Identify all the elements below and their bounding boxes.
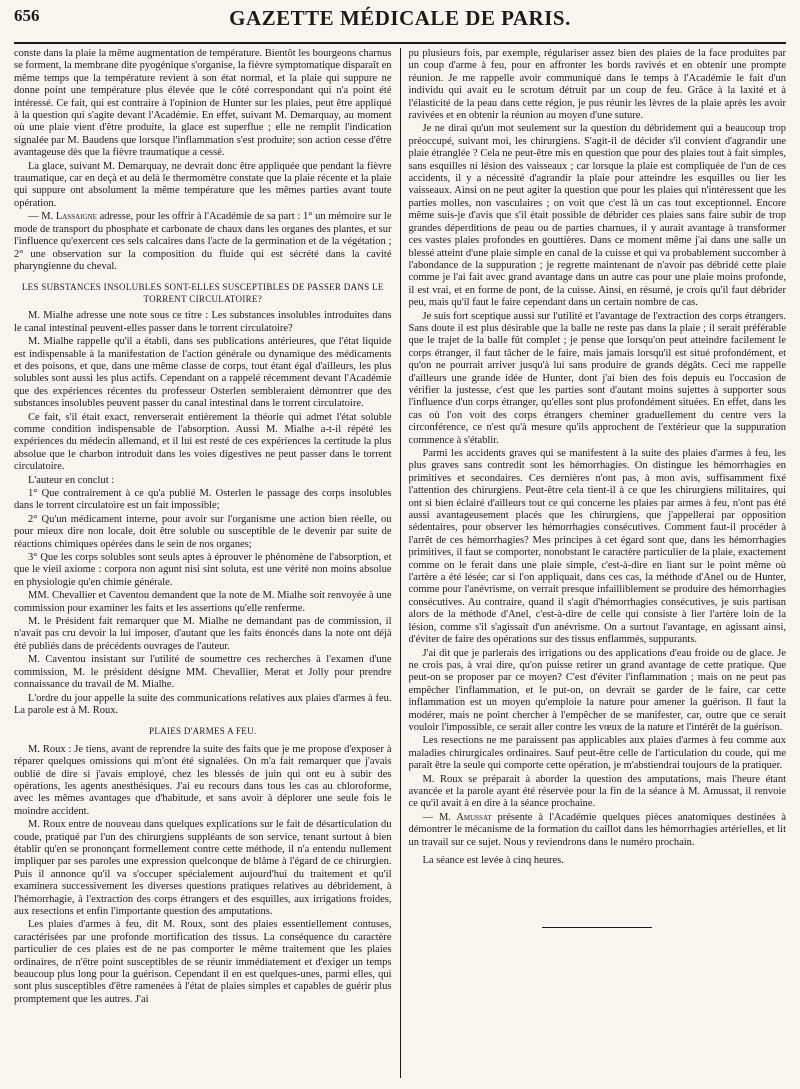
section-heading: LES SUBSTANCES INSOLUBLES SONT-ELLES SUSCEPTIBLES DE PASSER DANS LE TORRENT CIRCULATOIRE?	[21, 282, 384, 305]
paragraph: MM. Chevallier et Caventou demandent que la note de M. Mialhe soit renvoyée à une commission pour examiner les faits et les assertions qu'elle renferme.	[14, 590, 392, 614]
paragraph: M. Caventou insistant sur l'utilité de soumettre ces recherches à l'examen d'une commission, M. le président désigne MM. Chevallier, Merat et Jolly pour prendre connaissance du travail de M. Mialhe.	[14, 654, 392, 691]
paragraph: M. Roux : Je tiens, avant de reprendre la suite des faits que je me propose d'exposer à réparer quelques omissions qui m'ont été signalées. On m'a fait remarquer que j'avais oublié de dire si j'avais employé, chez les blessés de juin qui ont eu à subir des opérations, les agents anesthésiques. J'ai eu recours dans tous les cas au chloroforme, avec les mêmes avantages que d'habitude, et sans avoir à déplorer une seule fois le moindre accident.	[14, 743, 392, 817]
paragraph: 1° Que contrairement à ce qu'a publié M. Osterlen le passage des corps insolubles dans le torrent circulatoire est un fait impossible;	[14, 488, 392, 512]
paragraph: J'ai dit que je parlerais des irrigations ou des applications d'eau froide ou de glace. Je ne crois pas, à vrai dire, qu'on puisse retirer un grand avantage de cette pratique. Que peut-on se proposer par ce moyen? C'est d'éviter l'inflammation ; mais on ne peut pas empêcher l'inflammation, et le put-on, on devrait se garder de le faire, car cette inflammation est un moyen qu'emploie la nature pour amener la guérison. Il faut la modérer, mais ne point chercher à l'empêcher de se manifester, car, outre que ce serait vouloir l'impossible, ce serait aller contre les vœux de la nature et l'intérêt de la guérison.	[408, 647, 786, 733]
paragraph-text: adresse, pour les offrir à l'Académie de sa part : 1° un mémoire sur le mode de transport du phosphate et carbonate de chaux dans les organes des plantes, et sur l'influence qu'exercent ces sels calcaires dans l'acte de la germination et de la végétation ; 2° une observation sur la composition du fluide qui est sécrété dans la cavité pharyngienne du cheval.	[14, 211, 392, 272]
section-heading: PLAIES D'ARMES A FEU.	[149, 726, 257, 737]
paragraph: Parmi les accidents graves qui se manifestent à la suite des plaies d'armes à feu, les plus graves sans contredit sont les hémorrhagies. On distingue les hémorrhagies en primitives et secondaires. Ces dernières n'ont pas, à mon avis, suffisamment fixé l'attention des chirurgiens. Peut-être cela tient-il à ce que les chirurgiens militaires, qui ont si bien éclairé d'ailleurs tout ce qui concerne les plaies par armes à feu, n'ont pas été aussi avantageusement placés que les chirurgiens, que j'appellerai par opposition sédentaires, pour observer les hémorrhagies consécutives. Comment faut-il procéder à l'arrêt de ces hémorrhagies? Mes principes à cet égard sont que, dans les hémorrhagies primitives, il faut se comporter, nonobstant le caractère particulier de la plaie, exactement comme on le ferait dans une plaie simple, c'est-à-dire en liant sur le point même où l'artère a été lésée; car si l'on appliquait, dans ces cas, la méthode d'Anel ou de Hunter, comme pour l'anévrisme, on verrait presque infailliblement se produire des hémorrhagies consécutives. Au contraire, quand il s'agit d'hémorrhagies consécutives, je suis partisan alors de la méthode d'Anel, c'est-à-dire de celle qui consiste à lier l'artère loin de la lésion, comme s'il s'agissait d'un anévrisme. On a surtout l'avantage, en agissant ainsi, d'éviter de faire des opérations sur des tissus enflammés, suppurants.	[408, 448, 786, 646]
paragraph: Les resections ne me paraissent pas applicables aux plaies d'armes à feu comme aux maladies chirurgicales ordinaires. Sauf peut-être celle de l'articulation du coude, qui me paraît être la seule qui comporte cette opération, je m'abstiendrai toujours de la pratiquer.	[408, 735, 786, 772]
paragraph: conste dans la plaie la même augmentation de température. Bientôt les bourgeons charnus se forment, la membrane dite pyogénique s'organise, la fièvre symptomatique disparaît en même temps que la température revient à son état normal, et la plaie qui suppure ne donne point une température plus élevée que le côté correspondant qui n'a point été intéressé. Ce fait, qui est contraire à l'opinion de Hunter sur les plaies, peut être appliqué à la question qui s'agite devant l'Académie. En effet, suivant M. Demarquay, au moment où une plaie vient d'être produite, la glace est superflue ; elle ne remplit l'indication signalée par M. Baudens que lorsque l'inflammation s'est produite; son action cesse d'être avantageuse dès que la fièvre traumatique a cessé.	[14, 48, 392, 159]
end-rule	[542, 927, 652, 928]
paragraph-text: présente à l'Académie quelques pièces anatomiques destinées à démontrer le mécanisme de la formation du caillot dans les hémorrhagies artérielles, et lit un travail sur ce sujet. Nous y reviendrons dans le numéro prochain.	[408, 811, 786, 848]
left-column	[14, 48, 392, 1078]
paragraph: L'auteur en conclut :	[28, 474, 115, 486]
paragraph: Je suis fort sceptique aussi sur l'utilité et l'avantage de l'extraction des corps étrangers. Sans doute il est plus désirable que la balle ne reste pas dans la plaie ; il serait préférable que le trajet de la balle fût complet ; je pense que lorsqu'on peut atteindre facilement le corps étranger, il faut tâcher de le faire, mais jamais lorsqu'il est situé profondément, et qu'on ne pourrait arriver jusqu'à lui sans produire de grands dégâts. Ceci me rappelle d'ailleurs une grande idée de Hunter, dont j'ai bien des fois depuis eu l'occasion de vérifier la justesse, c'est que les parties sont d'autant moins sujettes à supporter sous l'influence d'un corps étranger, qu'elles sont plus profondément situées. En effet, dans les cas où l'on voit des corps étrangers cheminer graduellement du centre vers la circonférence, ce n'est qu'à mesure qu'ils approchent de l'extérieur que la suppuration commence à s'établir.	[408, 310, 786, 446]
header-rule	[14, 42, 786, 44]
paragraph: 2° Qu'un médicament interne, pour avoir sur l'organisme une action bien réelle, ou pour mieux dire non locale, doit être soluble ou susceptible de le devenir par suite de réactions chimiques opérées dans le sein de nos organes;	[14, 513, 392, 550]
right-column	[409, 48, 787, 1078]
paragraph	[14, 211, 392, 273]
paragraph: M. Mialhe rappelle qu'il a établi, dans ses publications antérieures, que l'état liquide est indispensable à la manifestation de l'action générale ou dynamique des médicaments et des poisons, et que, dans une même classe de corps, tout étant égal d'ailleurs, les plus solubles sont aussi les plus actifs. Cependant on a rappelé récemment devant l'Académie que des expériences récentes du professeur Osterlen sembleraient démontrer que des substances insolubles peuvent passer du canal intestinal dans le torrent circulatoire.	[14, 336, 392, 410]
journal-title: GAZETTE MÉDICALE DE PARIS.	[229, 6, 571, 30]
speaker-name: — M. Lassaigne	[28, 211, 97, 223]
columns	[14, 48, 786, 1078]
paragraph	[409, 812, 787, 849]
closing-line: La séance est levée à cinq heures.	[422, 855, 564, 866]
paragraph: Ce fait, s'il était exact, renverserait entièrement la théorie qui admet l'état soluble comme condition indispensable de l'absorption. Aussi M. Mialhe a-t-il répété les expériences du médecin allemand, et il lui est resté de ces expériences la certitude la plus absolue que le charbon introduit dans les voies digestives ne peut passer dans le torrent circulatoire.	[14, 411, 392, 473]
paragraph: L'ordre du jour appelle la suite des communications relatives aux plaies d'armes à feu. La parole est à M. Roux.	[14, 692, 392, 716]
paragraph: M. le Président fait remarquer que M. Mialhe ne demandant pas de commission, il n'avait pas cru devoir la lui imposer, d'autant que les faits énoncés dans la note ont déjà été publiés dans de précédents ouvrages de l'auteur.	[14, 616, 392, 652]
page-number: 656	[14, 6, 40, 25]
paragraph: pu plusieurs fois, par exemple, régulariser assez bien des plaies de la face produites par un coup d'arme à feu, pour en affronter les bords ravivés et en obtenir une prompte réunion. Je me rappelle avoir communiqué dans le temps à l'Académie le fait d'un individu qui avait eu le scrotum détruit par un coup de feu. Grâce à la laxité et à l'élasticité de la peau dans cette région, je pus réunir les lèvres de la plaie après les avoir ravivées et en obtenir la réunion au moyen d'une suture.	[408, 48, 786, 122]
paragraph: M. Mialhe adresse une note sous ce titre : Les substances insolubles introduites dans le canal intestinal peuvent-elles passer dans le torrent circulatoire?	[14, 310, 392, 334]
column-divider	[400, 48, 401, 1078]
paragraph: Je ne dirai qu'un mot seulement sur la question du débridement qui a beaucoup trop préoccupé, suivant moi, les chirurgiens. S'agit-il de décider s'il convient d'agrandir une plaie étranglée ? Cela ne peut-être mis en question que pour des plaies tout à fait simples, sans esquilles ni lésion des vaisseaux ; car lorsque la plaie est compliquée de l'un de ces accidents, il y a nécessité d'agrandir la plaie pour atteindre les esquilles ou lier les vaisseaux. Ainsi on ne peut agiter la question que pour les plaies qui n'intéressent que les parties molles, non vasculaires ; on voit que c'est là un cas tout exceptionnel. Encore même suis-je d'avis que s'il était possible de débrider ces plaies sans faire subir de trop grandes déperditions de peau ou de parties charnues, il y aurait avantage à transformer ces vastes plaies profondes en gouttières. Dans ce moment même j'ai dans une salle un blessé atteint d'une plaie simple en canal de la cuisse et qui va probablement succomber à l'abondance de la suppuration ; je regrette maintenant de n'avoir pas débridé cette plaie comme je l'ai fait avec grand avantage dans un autre cas pour une plaie moins profonde, il est vrai, et en forme de pont, de la cuisse. Ainsi, en résumé, je crois qu'il faut débrider peu, mais qu'il faut le faire cependant dans un certain nombre de cas.	[408, 123, 786, 309]
page-header	[14, 6, 786, 40]
speaker-name: — M. Amussat	[422, 811, 492, 823]
paragraph: 3° Que les corps solubles sont seuls aptes à éprouver le phénomène de l'absorption, et que le vieil axiome : corpora non agunt nisi sint soluta, est une vérité non moins absolue en physiologie qu'en chimie générale.	[14, 552, 392, 588]
paragraph: M. Roux entre de nouveau dans quelques explications sur le fait de désarticulation du coude, pratiqué par l'un des chirurgiens suppléants de son service, tenant surtout à bien établir qu'en se prononçant formellement contre cette méthode, il n'a entendu nullement impliquer par ses paroles une expression quelconque de blâme à l'égard de ce chirurgien. Puis il annonce qu'il va s'occuper spécialement aujourd'hui du traitement et qu'il examinera successivement les diverses questions pratiques relatives au débridement, à l'hémorrhagie, à l'extraction des corps étrangers et des esquilles, aux irrigations froides, aux resections et enfin l'importante question des amputations.	[14, 819, 392, 917]
paragraph: La glace, suivant M. Demarquay, ne devrait donc être appliquée que pendant la fièvre traumatique, car en deçà et au delà le thermomètre constate que la plaie récente et la plaie qui suppure ont absolument la même température que les mêmes parties avant toute opération.	[14, 160, 392, 209]
paragraph: Les plaies d'armes à feu, dit M. Roux, sont des plaies essentiellement contuses, caractérisées par une profonde mortification des tissus. La conséquence du caractère particulier de ces plaies est de ne pas comporter le même traitement que les plaies ordinaires, de n'être point susceptibles de se réunir immédiatement et d'exiger un temps beaucoup plus long pour la guérison. Cependant il en est quelques-unes, parmi elles, qui sont plus susceptibles d'être ramenées à l'état de plaies simples et capables de guérir plus promptement que les autres. J'ai	[14, 919, 392, 1005]
paragraph: M. Roux se préparait à aborder la question des amputations, mais l'heure étant avancée et la parole ayant été réservée pour la fin de la séance à M. Amussat, il renvoie ce qu'il avait à en dire à la séance prochaine.	[408, 773, 786, 810]
